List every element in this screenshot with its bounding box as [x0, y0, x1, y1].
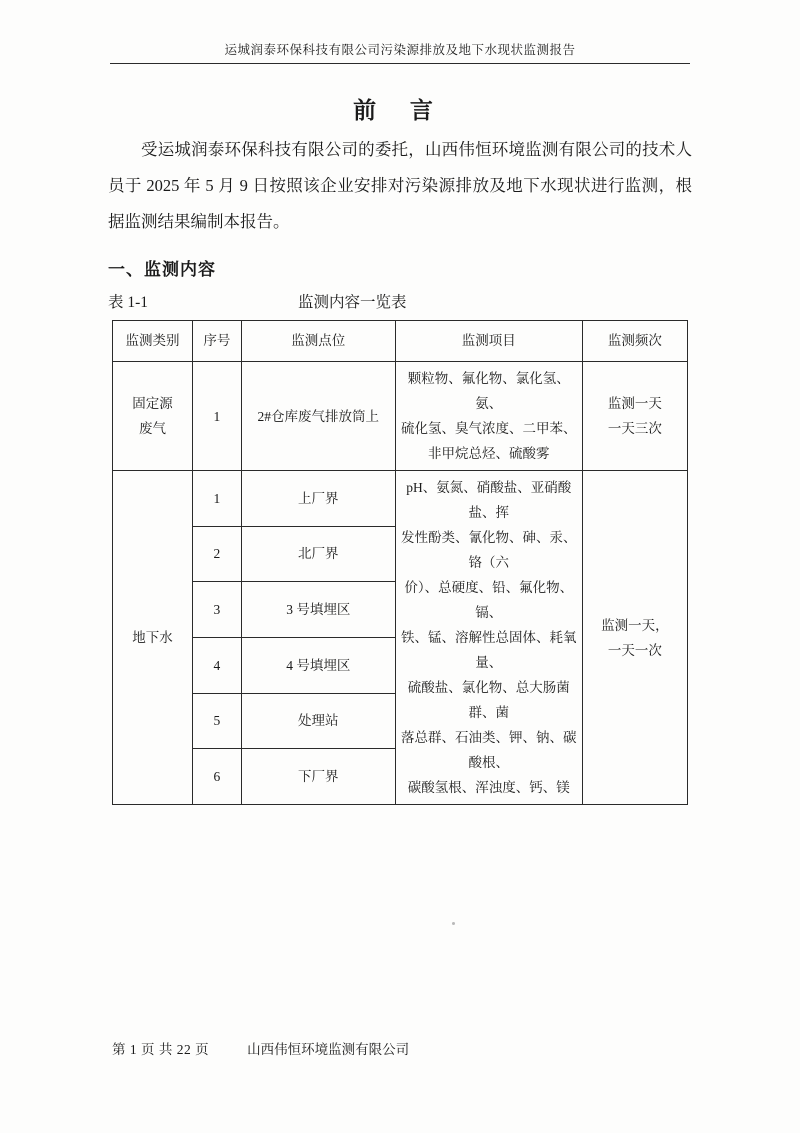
items-line: 碳酸氢根、浑浊度、钙、镁 — [407, 780, 570, 795]
running-header: 运城润泰环保科技有限公司污染源排放及地下水现状监测报告 — [110, 40, 690, 64]
cell-point: 北厂界 — [241, 526, 395, 582]
column-header-frequency: 监测频次 — [582, 321, 687, 362]
page-title: 前 言 — [353, 98, 447, 123]
preface-paragraph: 受运城润泰环保科技有限公司的委托，山西伟恒环境监测有限公司的技术人员于 2025 年 5 月 9 日按照该企业安排对污染源排放及地下水现状进行监测，根据监测结果编制本报告。 — [108, 140, 692, 231]
items-line: 硫化氢、臭气浓度、二甲苯、 — [401, 421, 577, 436]
monitoring-content-table — [112, 320, 688, 805]
page-dot-mark — [452, 922, 455, 925]
items-line: 发性酚类、氰化物、砷、汞、铬（六 — [401, 530, 577, 570]
cell-index: 4 — [193, 637, 242, 693]
items-line: 落总群、石油类、钾、钠、碳酸根、 — [401, 730, 577, 770]
category-line-2: 废气 — [139, 421, 167, 436]
cell-index: 5 — [193, 693, 242, 749]
cell-category-groundwater: 地下水 — [113, 471, 193, 805]
cell-point: 处理站 — [241, 693, 395, 749]
frequency-line: 一天一次 — [607, 642, 662, 658]
cell-category-waste-gas — [113, 362, 193, 471]
table-row — [113, 362, 688, 471]
column-header-point: 监测点位 — [241, 321, 395, 362]
items-line: 颗粒物、氟化物、氯化氢、氨、 — [407, 371, 570, 411]
cell-point: 2#仓库废气排放筒上 — [241, 362, 395, 471]
cell-index: 2 — [193, 526, 242, 582]
frequency-line: 监测一天 — [607, 396, 662, 411]
cell-frequency-waste-gas — [582, 362, 687, 471]
frequency-line: 监测一天， — [601, 617, 669, 633]
column-header-category: 监测类别 — [113, 321, 193, 362]
items-line: 铁、锰、溶解性总固体、耗氧量、 — [401, 630, 577, 670]
cell-point: 下厂界 — [241, 749, 395, 805]
cell-index: 3 — [193, 582, 242, 638]
cell-frequency-groundwater — [582, 471, 687, 805]
items-line: 硫酸盐、氯化物、总大肠菌群、菌 — [407, 680, 570, 720]
cell-items-waste-gas — [395, 362, 582, 471]
cell-point: 3 号填埋区 — [241, 582, 395, 638]
cell-index: 6 — [193, 749, 242, 805]
category-line-1: 固定源 — [132, 396, 173, 411]
table-header-row — [113, 321, 688, 362]
table-caption-title: 监测内容一览表 — [298, 294, 407, 311]
items-line: 价）、总硬度、铅、氟化物、镉、 — [404, 580, 574, 620]
items-line: 非甲烷总烃、硫酸雾 — [428, 446, 550, 461]
cell-point: 上厂界 — [241, 471, 395, 527]
column-header-index: 序号 — [193, 321, 242, 362]
items-line: pH、氨氮、硝酸盐、亚硝酸盐、挥 — [406, 480, 572, 520]
cell-index: 1 — [193, 471, 242, 527]
footer-organization: 山西伟恒环境监测有限公司 — [247, 1042, 410, 1057]
cell-items-groundwater — [395, 471, 582, 805]
page-number: 第 1 页 共 22 页 — [112, 1042, 210, 1057]
page-footer — [112, 1038, 688, 1058]
frequency-line: 一天三次 — [607, 421, 662, 436]
cell-point: 4 号填埋区 — [241, 637, 395, 693]
table-row — [113, 471, 688, 527]
section-heading-monitoring-content: 一、监测内容 — [108, 260, 216, 279]
table-caption — [108, 290, 692, 312]
table-caption-number: 表 1-1 — [108, 294, 149, 311]
column-header-items: 监测项目 — [395, 321, 582, 362]
cell-index: 1 — [193, 362, 242, 471]
